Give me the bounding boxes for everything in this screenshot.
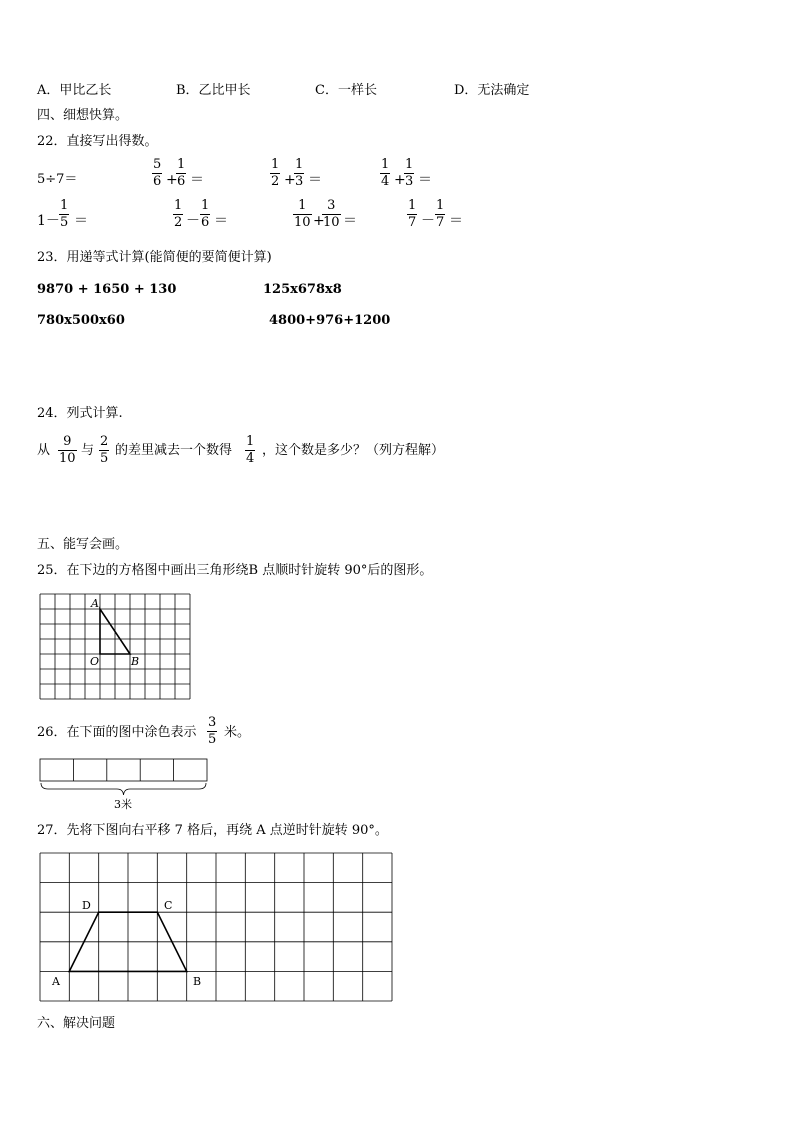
fraction: 1 2	[271, 157, 280, 189]
fraction: 9 10	[59, 434, 76, 466]
q27-label-d: D	[82, 899, 91, 912]
q25-label-o: O	[90, 655, 100, 668]
q26-brace	[41, 783, 206, 795]
option-b: B．乙比甲长	[176, 83, 251, 98]
q27-label-c: C	[164, 899, 173, 912]
q26-strip-figure	[38, 757, 210, 812]
q23-expr-1: 9870 + 1650 + 130	[37, 282, 177, 297]
fraction: 1 3	[295, 157, 304, 189]
q23-expr-2: 125x678x8	[263, 282, 342, 297]
q23-expr-4: 4800+976+1200	[269, 313, 391, 328]
fraction: 1 7	[408, 198, 417, 230]
q22-r1-a: 5÷7＝	[37, 172, 78, 187]
fraction: 1 5	[60, 198, 69, 230]
q24-title: 24．列式计算.	[37, 406, 123, 421]
fraction: 1 2	[174, 198, 183, 230]
q25-label-a: A	[91, 597, 99, 610]
q27-label-a: A	[52, 975, 60, 988]
q25-title: 25．在下边的方格图中画出三角形绕B 点顺时针旋转 90°后的图形。	[37, 563, 433, 578]
q27-grid-figure	[38, 851, 396, 1006]
q27-label-b: B	[193, 975, 202, 988]
q23-title: 23．用递等式计算(能简便的要简便计算)	[37, 250, 272, 265]
fraction: 1 3	[405, 157, 414, 189]
fraction: 5 6	[153, 157, 162, 189]
fraction: 1 6	[177, 157, 186, 189]
q25-label-b: B	[131, 655, 140, 668]
fraction: 1 4	[381, 157, 390, 189]
fraction: 1 10	[294, 198, 311, 230]
fraction: 3 5	[208, 715, 217, 747]
fraction: 3 10	[323, 198, 340, 230]
q26-brace-label: 3米	[114, 798, 132, 811]
fraction: 1 7	[436, 198, 445, 230]
q22-title: 22．直接写出得数。	[37, 134, 158, 149]
q27-grid-lines	[40, 853, 392, 1001]
q27-title: 27．先将下图向右平移 7 格后，再绕 A 点逆时针旋转 90°。	[37, 823, 388, 838]
section-6-heading: 六、解决问题	[37, 1016, 116, 1031]
q25-grid-lines	[40, 594, 190, 699]
q23-expr-3: 780x500x60	[37, 313, 125, 328]
option-d: D．无法确定	[454, 83, 530, 98]
fraction: 2 5	[100, 434, 109, 466]
fraction: 1 4	[246, 434, 255, 466]
q26-strip	[40, 759, 207, 781]
section-4-heading: 四、细想快算。	[37, 108, 129, 123]
q25-grid-figure	[39, 593, 194, 703]
option-c: C．一样长	[315, 83, 377, 98]
option-a: A．甲比乙长	[37, 83, 112, 98]
fraction: 1 6	[201, 198, 210, 230]
section-5-heading: 五、能写会画。	[37, 537, 129, 552]
